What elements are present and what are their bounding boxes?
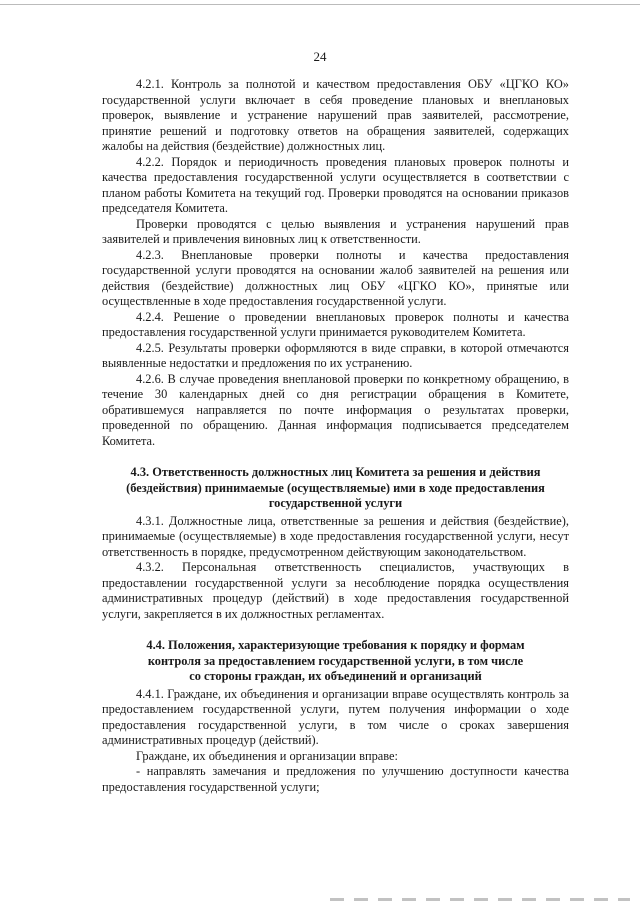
- heading-4-4-line2: контроля за предоставлением государственной услуги, в том числе: [147, 653, 524, 668]
- paragraph-4-2-1: 4.2.1. Контроль за полнотой и качеством предоставления ОБУ «ЦГКО КО» государственной услуги включает в себя проведение плановых и внеплановых проверок, выявление и устранение нарушений прав заявителей, рассмотрение, принятие решений и подготовку ответов на обращения заявителей, содержащих жалобы на действия (бездействие) должностных лиц.: [102, 77, 569, 153]
- paragraph-4-4-rights-intro: Граждане, их объединения и организации вправе:: [136, 748, 398, 763]
- heading-4-3-line3: государственной услуги: [268, 496, 403, 510]
- page-number: 24: [313, 49, 327, 64]
- heading-4-4-line1: 4.4. Положения, характеризующие требования к порядку и формам: [146, 638, 525, 652]
- paragraph-4-4-1: 4.4.1. Граждане, их объединения и организации вправе осуществлять контроль за предоставлением государственной услуги, путем получения информации о ходе предоставления государственной услуги, в том числе о сроках завершения административных процедур (действий).: [102, 686, 569, 747]
- paragraph-4-2-3: 4.2.3. Внеплановые проверки полноты и качества предоставления государственной услуги проводятся на основании жалоб заявителей на решения или действия (бездействие) должностных лиц ОБУ «ЦГКО КО», принятые или осуществленные в ходе предоставления государственной услуги.: [102, 247, 569, 308]
- paragraph-4-2-4: 4.2.4. Решение о проведении внеплановых проверок полноты и качества предоставления государственной услуги принимается руководителем Комитета.: [102, 309, 569, 339]
- paragraph-4-2-2-cont: Проверки проводятся с целью выявления и устранения нарушений прав заявителей и привлечения виновных лиц к ответственности.: [102, 216, 569, 246]
- heading-4-3-line2: (бездействия) принимаемые (осуществляемые) ими в ходе предоставления: [126, 480, 545, 495]
- list-item: - направлять замечания и предложения по улучшению доступности качества предоставления государственной услуги;: [102, 764, 569, 794]
- heading-4-3: [102, 465, 569, 512]
- paragraph-4-3-1: 4.3.1. Должностные лица, ответственные за решения и действия (бездействие), принимаемые (осуществляемые) в ходе предоставления государственной услуги, несут ответственность в порядке, предусмотренном действующим законодательством.: [102, 513, 569, 559]
- document-body: [102, 77, 569, 795]
- paragraph-4-3-2: 4.3.2. Персональная ответственность специалистов, участвующих в предоставлении государственной услуги за несоблюдение порядка осуществления административных процедур (действий) в ходе предоставления государственной услуги, закрепляется в их должностных регламентах.: [102, 560, 569, 621]
- paragraph-4-2-5: 4.2.5. Результаты проверки оформляются в виде справки, в которой отмечаются выявленные недостатки и предложения по их устранению.: [102, 340, 569, 370]
- scan-top-edge: [0, 4, 640, 5]
- heading-4-4: [102, 638, 569, 685]
- paragraph-4-2-2: 4.2.2. Порядок и периодичность проведения плановых проверок полноты и качества предоставления государственной услуги осуществляется в соответствии с планом работы Комитета на текущий год. Проверки проводятся на основании приказов председателя Комитета.: [102, 154, 569, 215]
- heading-4-4-line3: со стороны граждан, их объединений и организаций: [189, 669, 482, 683]
- heading-4-3-line1: 4.3. Ответственность должностных лиц Комитета за решения и действия: [130, 465, 541, 479]
- scan-bottom-artifact: [330, 898, 630, 901]
- paragraph-4-2-6: 4.2.6. В случае проведения внеплановой проверки по конкретному обращению, в течение 30 календарных дней со дня регистрации обращения в Комитете, обратившемуся направляется по почте информация о результатах проверки, проведенной по обращению. Данная информация подписывается председателем Комитета.: [102, 371, 569, 448]
